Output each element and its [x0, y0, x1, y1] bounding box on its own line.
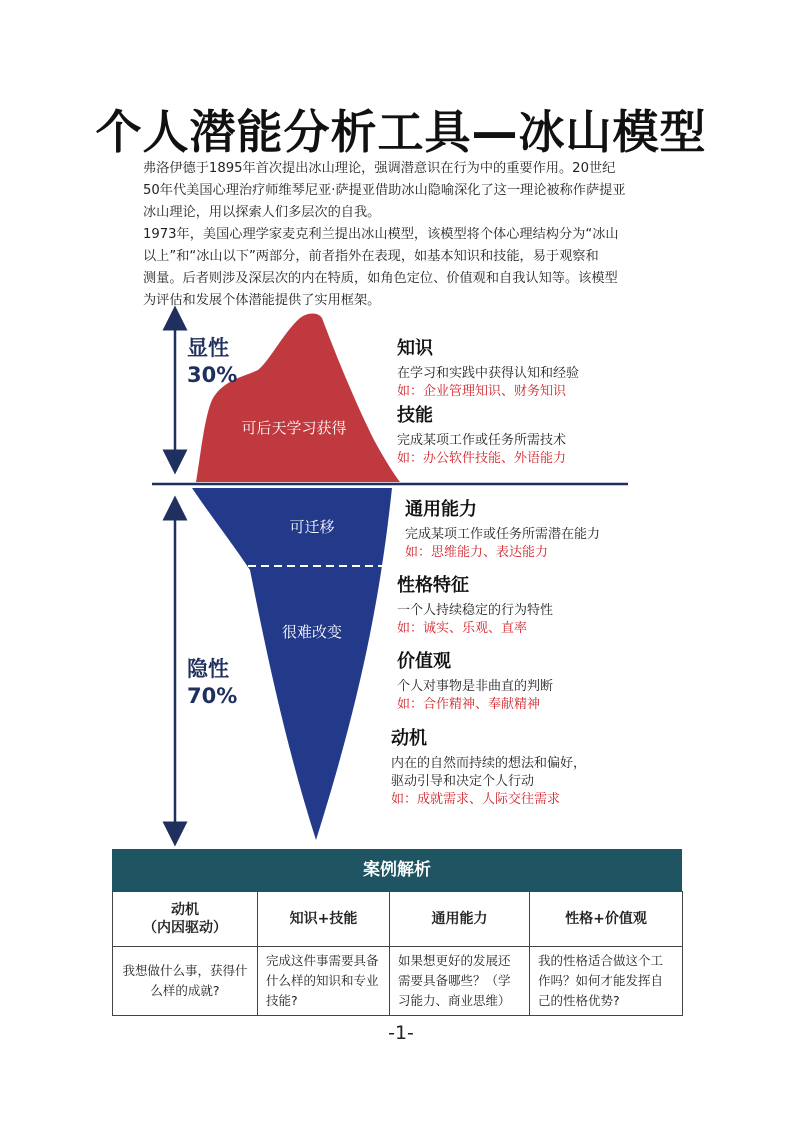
implicit-label-text: 隐性: [187, 657, 229, 681]
intro-line: 50年代美国心理治疗师维琴尼亚·萨提亚借助冰山隐喻深化了这一理论被称作萨提亚: [143, 183, 626, 198]
section-title: 动机: [391, 728, 427, 749]
intro-line: 冰山理论，用以探索人们多层次的自我。: [143, 205, 381, 220]
section-desc: 一个人持续稳定的行为特性: [397, 603, 554, 618]
case-header-cell: 通用能力: [390, 892, 530, 947]
case-header-cell: [113, 892, 258, 947]
above-water-label: 可后天学习获得: [241, 419, 347, 437]
intro-line: 1973年，美国心理学家麦克利兰提出冰山模型，该模型将个体心理结构分为“冰山: [143, 227, 619, 242]
section-example: 如：诚实、乐观、直率: [397, 621, 528, 636]
section-general-ability: [405, 498, 600, 562]
section-example: 如：合作精神、奉献精神: [397, 697, 541, 712]
section-skill: [397, 404, 566, 468]
case-table-row: [113, 947, 683, 1016]
intro-line: 测量。后者则涉及深层次的内在特质，如角色定位、价值观和自我认知等。该模型: [143, 271, 618, 286]
page-number: -1-: [388, 1022, 414, 1044]
explicit-label: [187, 335, 237, 389]
implicit-label: [187, 656, 237, 710]
section-title: 性格特征: [397, 575, 469, 596]
intro-line: 以上”和“冰山以下”两部分，前者指外在表现，如基本知识和技能，易于观察和: [143, 249, 599, 264]
section-title: 通用能力: [405, 499, 477, 520]
case-cell: 完成这件事需要具备什么样的知识和专业技能?: [258, 947, 390, 1016]
case-header-text: 动机: [171, 902, 199, 918]
section-title: 价值观: [397, 651, 451, 672]
case-header-text: （内因驱动）: [143, 920, 227, 936]
intro-line: 为评估和发展个体潜能提供了实用框架。: [143, 293, 381, 308]
case-table-title: 案例解析: [112, 849, 682, 891]
section-example: 如：成就需求、人际交往需求: [391, 792, 561, 807]
section-desc: 个人对事物是非曲直的判断: [397, 679, 554, 694]
transferable-label: 可迁移: [289, 518, 335, 536]
page-title: 个人潜能分析工具—冰山模型: [95, 105, 707, 159]
implicit-percent: 70%: [187, 684, 238, 708]
section-values: [397, 650, 553, 714]
section-title: 知识: [397, 338, 433, 359]
section-desc: 完成某项工作或任务所需潜在能力: [405, 527, 601, 542]
intro-line: 弗洛伊德于1895年首次提出冰山理论，强调潜意识在行为中的重要作用。20世纪: [143, 161, 616, 176]
section-desc: 在学习和实践中获得认知和经验: [397, 366, 580, 381]
section-desc: 完成某项工作或任务所需技术: [397, 433, 567, 448]
case-table-header-row: [113, 892, 683, 947]
section-title: 技能: [397, 405, 433, 426]
case-cell: 如果想更好的发展还需要具备哪些？（学习能力、商业思维）: [390, 947, 530, 1016]
case-table: [112, 891, 683, 1016]
section-knowledge: [397, 337, 579, 401]
section-desc: 内在的自然而持续的想法和偏好，: [391, 756, 587, 771]
case-header-cell: 性格+价值观: [530, 892, 683, 947]
section-personality: [397, 574, 553, 638]
case-header-cell: 知识+技能: [258, 892, 390, 947]
section-motive: [391, 727, 586, 809]
case-cell: 我想做什么事，获得什么样的成就?: [113, 947, 258, 1016]
section-example: 如：办公软件技能、外语能力: [397, 451, 567, 466]
explicit-percent: 30%: [187, 363, 238, 387]
section-desc: 驱动引导和决定个人行动: [391, 774, 535, 789]
section-example: 如：企业管理知识、财务知识: [397, 384, 567, 399]
explicit-label-text: 显性: [187, 336, 229, 360]
section-example: 如：思维能力、表达能力: [405, 545, 549, 560]
hard-to-change-label: 很难改变: [281, 623, 342, 641]
case-cell: 我的性格适合做这个工作吗？如何才能发挥自己的性格优势?: [530, 947, 683, 1016]
